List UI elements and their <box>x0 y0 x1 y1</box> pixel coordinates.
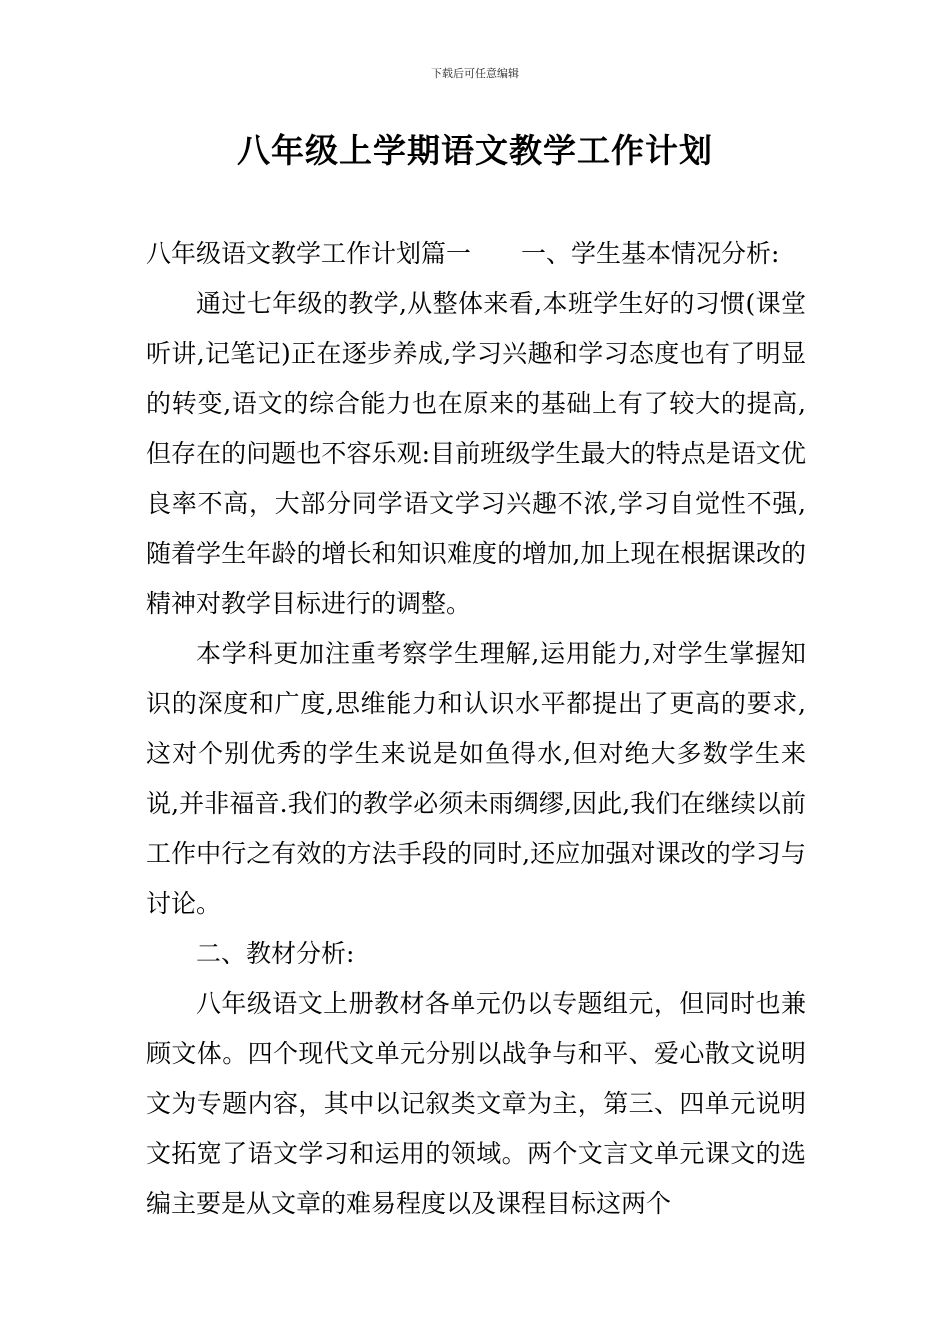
section-heading-textbook-analysis: 二、教材分析: <box>196 939 355 968</box>
document-body <box>146 229 806 1229</box>
page-header-note: 下载后可任意编辑 <box>431 67 519 80</box>
paragraph-student-analysis: 通过七年级的教学,从整体来看,本班学生好的习惯(课堂听讲,记笔记)正在逐步养成,学习兴趣和学习态度也有了明显的转变,语文的综合能力也在原来的基础上有了较大的提高,但存在的问题也不容乐观:目前班级学生最大的特点是语文优良率不高，大部分同学语文学习兴趣不浓,学习自觉性不强,随着学生年龄的增长和知识难度的增加,加上现在根据课改的精神对教学目标进行的调整。 <box>146 289 806 618</box>
intro-right-text: 一、学生基本情况分析: <box>521 239 780 268</box>
intro-line <box>146 229 806 279</box>
intro-left-text: 八年级语文教学工作计划篇一 <box>146 239 472 268</box>
document-title: 八年级上学期语文教学工作计划 <box>237 131 713 170</box>
paragraph-subject-requirements: 本学科更加注重考察学生理解,运用能力,对学生掌握知识的深度和广度,思维能力和认识水平都提出了更高的要求,这对个别优秀的学生来说是如鱼得水,但对绝大多数学生来说,并非福音.我们的教学必须未雨绸缪,因此,我们在继续以前工作中行之有效的方法手段的同时,还应加强对课改的学习与讨论。 <box>146 639 806 918</box>
paragraph-textbook-analysis: 八年级语文上册教材各单元仍以专题组元，但同时也兼顾文体。四个现代文单元分别以战争与和平、爱心散文说明文为专题内容，其中以记叙类文章为主，第三、四单元说明文拓宽了语文学习和运用的领域。两个文言文单元课文的选编主要是从文章的难易程度以及课程目标这两个 <box>146 989 806 1218</box>
